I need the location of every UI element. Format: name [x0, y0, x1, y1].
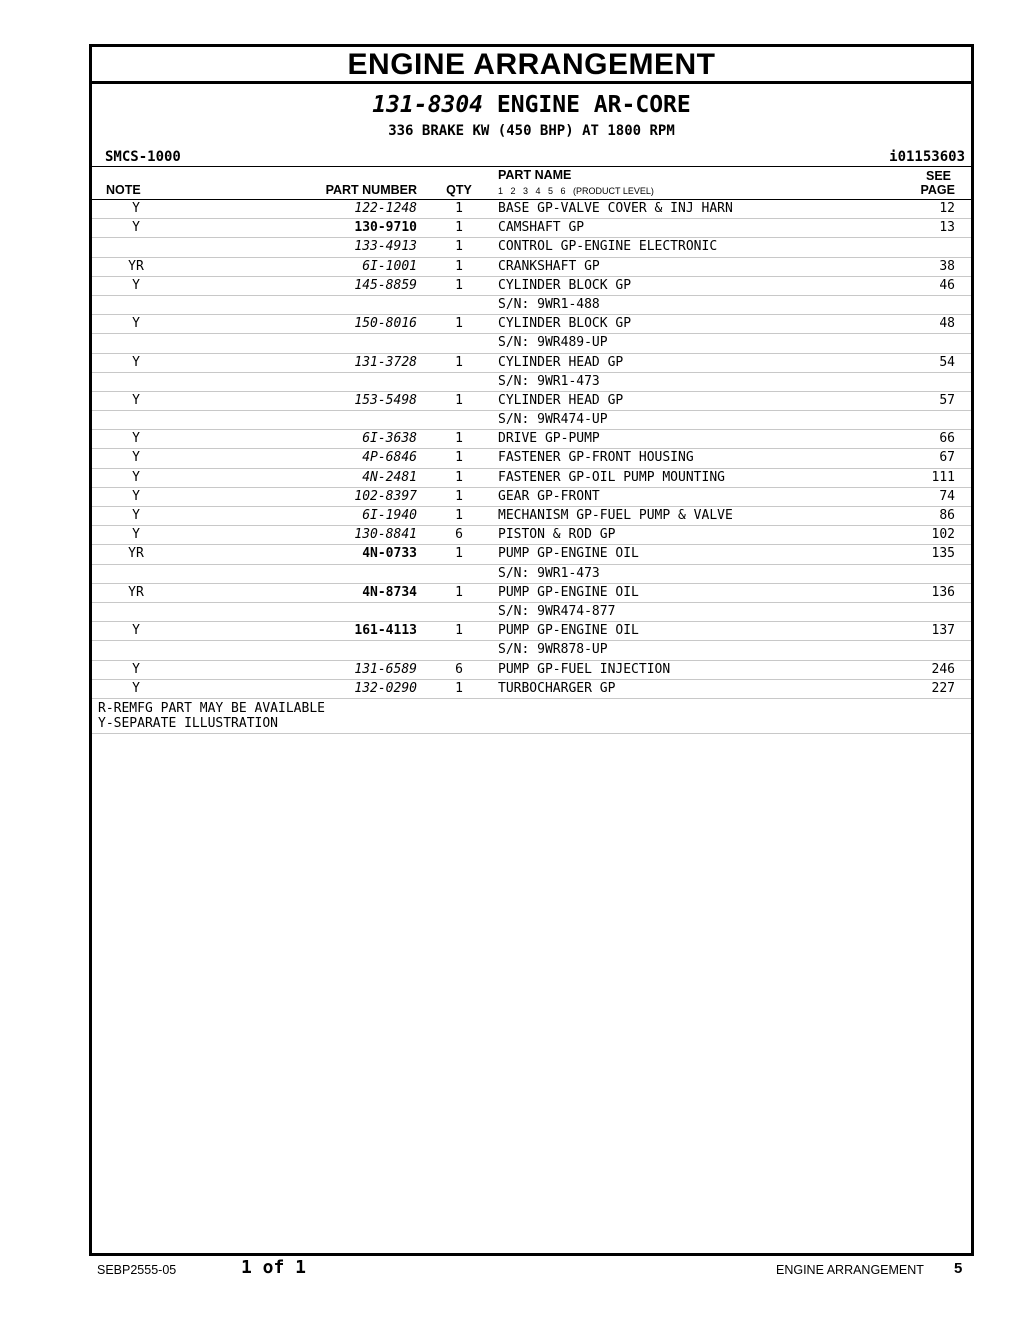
part-number-cell[interactable]: 161-4113 [354, 623, 417, 639]
see-page-cell[interactable]: 137 [931, 623, 955, 639]
table-row [92, 526, 971, 545]
part-number-cell[interactable]: 4N-0733 [362, 546, 417, 562]
part-number-cell[interactable]: 131-3728 [354, 354, 417, 370]
part-number-cell[interactable]: 122-1248 [354, 201, 417, 216]
part-number-cell[interactable]: 4N-8734 [362, 584, 417, 600]
note-cell: Y [132, 508, 140, 523]
header-qty: QTY [446, 183, 472, 197]
engine-rating: 336 BRAKE KW (450 BHP) AT 1800 RPM [388, 123, 675, 139]
qty-cell: 1 [455, 431, 463, 447]
table-row [92, 469, 971, 488]
page-footer [0, 1255, 1020, 1285]
table-row [92, 565, 971, 584]
see-page-cell[interactable]: 13 [939, 220, 955, 236]
parts-list-frame [89, 44, 974, 1256]
see-page-cell[interactable]: 246 [931, 661, 955, 677]
see-page-cell[interactable]: 57 [939, 392, 955, 408]
qty-cell: 1 [455, 239, 463, 255]
footer-page-number: 5 [954, 1260, 963, 1277]
part-name-cell: BASE GP-VALVE COVER & INJ HARN [498, 201, 733, 216]
part-name-cell: CAMSHAFT GP [498, 220, 585, 236]
qty-cell: 1 [455, 277, 463, 293]
table-row [92, 373, 971, 392]
see-page-cell[interactable]: 135 [931, 546, 955, 562]
header-page: PAGE [920, 183, 955, 197]
part-number-cell[interactable]: 4N-2481 [362, 469, 417, 485]
part-number-cell[interactable]: 6I-1940 [362, 508, 417, 523]
part-number-cell[interactable]: 130-9710 [354, 220, 417, 236]
table-row [92, 238, 971, 257]
table-row [92, 545, 971, 564]
qty-cell: 1 [455, 258, 463, 274]
qty-cell: 1 [455, 469, 463, 485]
part-name-cell: S/N: 9WR1-488 [498, 296, 600, 312]
footer-doc-number: SEBP2555-05 [97, 1263, 177, 1277]
footnote-r: R-REMFG PART MAY BE AVAILABLE [98, 700, 325, 716]
see-page-cell[interactable]: 12 [939, 201, 955, 216]
table-row [92, 488, 971, 507]
part-name-cell: CYLINDER HEAD GP [498, 354, 624, 370]
qty-cell: 1 [455, 488, 463, 504]
part-name-cell: PUMP GP-FUEL INJECTION [498, 661, 671, 677]
note-cell: Y [132, 661, 140, 677]
qty-cell: 1 [455, 508, 463, 523]
part-name-cell: CYLINDER BLOCK GP [498, 277, 632, 293]
table-row [92, 315, 971, 334]
see-page-cell[interactable]: 111 [931, 469, 955, 485]
see-page-cell[interactable]: 67 [939, 450, 955, 466]
parts-table [92, 200, 971, 699]
footer-page-of: 1 of 1 [241, 1257, 307, 1278]
table-row [92, 296, 971, 315]
part-number-cell[interactable]: 102-8397 [354, 488, 417, 504]
part-name-cell: S/N: 9WR1-473 [498, 565, 600, 581]
table-row [92, 507, 971, 526]
qty-cell: 1 [455, 201, 463, 216]
table-row [92, 200, 971, 219]
qty-cell: 1 [455, 450, 463, 466]
header-part-name: PART NAME [498, 168, 572, 182]
assembly-part-number[interactable]: 131-8304 [372, 92, 484, 118]
part-name-cell: S/N: 9WR878-UP [498, 642, 608, 658]
part-number-cell[interactable]: 132-0290 [354, 680, 417, 696]
table-row [92, 603, 971, 622]
meta-row [92, 148, 971, 167]
section-title: ENGINE ARRANGEMENT [92, 47, 971, 84]
see-page-cell[interactable]: 46 [939, 277, 955, 293]
header-product-level: 1 2 3 4 5 6 (PRODUCT LEVEL) [498, 186, 654, 196]
table-row [92, 354, 971, 373]
note-cell: Y [132, 623, 140, 639]
header-part-number: PART NUMBER [325, 183, 417, 197]
note-cell: Y [132, 354, 140, 370]
part-name-cell: S/N: 9WR1-473 [498, 373, 600, 389]
assembly-title [92, 92, 971, 118]
table-row [92, 430, 971, 449]
part-name-cell: MECHANISM GP-FUEL PUMP & VALVE [498, 508, 733, 523]
see-page-cell[interactable]: 48 [939, 316, 955, 332]
part-name-cell: CRANKSHAFT GP [498, 258, 600, 274]
part-number-cell[interactable]: 150-8016 [354, 316, 417, 332]
table-row [92, 661, 971, 680]
table-row [92, 219, 971, 238]
note-cell: Y [132, 316, 140, 332]
see-page-cell[interactable]: 86 [939, 508, 955, 523]
note-cell: Y [132, 201, 140, 216]
part-number-cell[interactable]: 130-8841 [354, 527, 417, 543]
part-name-cell: CYLINDER HEAD GP [498, 392, 624, 408]
note-cell: Y [132, 469, 140, 485]
note-cell: YR [128, 584, 144, 600]
qty-cell: 1 [455, 680, 463, 696]
table-row [92, 641, 971, 660]
note-cell: YR [128, 258, 144, 274]
qty-cell: 1 [455, 354, 463, 370]
see-page-cell[interactable]: 66 [939, 431, 955, 447]
table-row [92, 680, 971, 699]
part-name-cell: FASTENER GP-FRONT HOUSING [498, 450, 694, 466]
note-cell: Y [132, 488, 140, 504]
table-row [92, 392, 971, 411]
table-row [92, 411, 971, 430]
part-number-cell[interactable]: 6I-1001 [362, 258, 417, 274]
part-number-cell[interactable]: 153-5498 [354, 392, 417, 408]
part-name-cell: PUMP GP-ENGINE OIL [498, 623, 639, 639]
part-name-cell: CYLINDER BLOCK GP [498, 316, 632, 332]
part-name-cell: S/N: 9WR474-877 [498, 603, 616, 619]
header-see: SEE [925, 169, 951, 183]
note-cell: Y [132, 431, 140, 447]
note-cell: Y [132, 220, 140, 236]
see-page-cell[interactable]: 102 [931, 527, 955, 543]
note-cell: Y [132, 392, 140, 408]
part-number-cell[interactable]: 145-8859 [354, 277, 417, 293]
footer-section: ENGINE ARRANGEMENT [776, 1263, 924, 1277]
header-note: NOTE [106, 183, 141, 197]
note-cell: Y [132, 527, 140, 543]
note-cell: YR [128, 546, 144, 562]
part-name-cell: TURBOCHARGER GP [498, 680, 616, 696]
table-row [92, 584, 971, 603]
table-row [92, 277, 971, 296]
see-page-cell[interactable]: 136 [931, 584, 955, 600]
part-name-cell: GEAR GP-FRONT [498, 488, 600, 504]
note-cell: Y [132, 450, 140, 466]
part-name-cell: DRIVE GP-PUMP [498, 431, 600, 447]
qty-cell: 6 [455, 661, 463, 677]
table-row [92, 449, 971, 468]
qty-cell: 1 [455, 584, 463, 600]
qty-cell: 6 [455, 527, 463, 543]
smcs-code: SMCS-1000 [105, 149, 181, 165]
footnotes [92, 699, 971, 734]
part-name-cell: PUMP GP-ENGINE OIL [498, 546, 639, 562]
qty-cell: 1 [455, 623, 463, 639]
part-name-cell: CONTROL GP-ENGINE ELECTRONIC [498, 239, 718, 255]
part-name-cell: S/N: 9WR489-UP [498, 335, 608, 351]
part-number-cell[interactable]: 131-6589 [354, 661, 417, 677]
media-id: i01153603 [889, 149, 965, 165]
column-headers [92, 167, 971, 200]
part-name-cell: PISTON & ROD GP [498, 527, 616, 543]
see-page-cell[interactable]: 227 [931, 680, 955, 696]
part-name-cell: PUMP GP-ENGINE OIL [498, 584, 639, 600]
footnote-y: Y-SEPARATE ILLUSTRATION [98, 715, 279, 731]
part-name-cell: FASTENER GP-OIL PUMP MOUNTING [498, 469, 725, 485]
qty-cell: 1 [455, 316, 463, 332]
qty-cell: 1 [455, 220, 463, 236]
part-number-cell[interactable]: 133-4913 [354, 239, 417, 255]
qty-cell: 1 [455, 546, 463, 562]
table-row [92, 258, 971, 277]
part-number-cell[interactable]: 4P-6846 [362, 450, 417, 466]
qty-cell: 1 [455, 392, 463, 408]
table-row [92, 622, 971, 641]
see-page-cell[interactable]: 74 [939, 488, 955, 504]
note-cell: Y [132, 680, 140, 696]
part-name-cell: S/N: 9WR474-UP [498, 412, 608, 428]
see-page-cell[interactable]: 54 [939, 354, 955, 370]
assembly-name: ENGINE AR-CORE [496, 92, 691, 118]
table-row [92, 334, 971, 353]
note-cell: Y [132, 277, 140, 293]
part-number-cell[interactable]: 6I-3638 [362, 431, 417, 447]
see-page-cell[interactable]: 38 [939, 258, 955, 274]
